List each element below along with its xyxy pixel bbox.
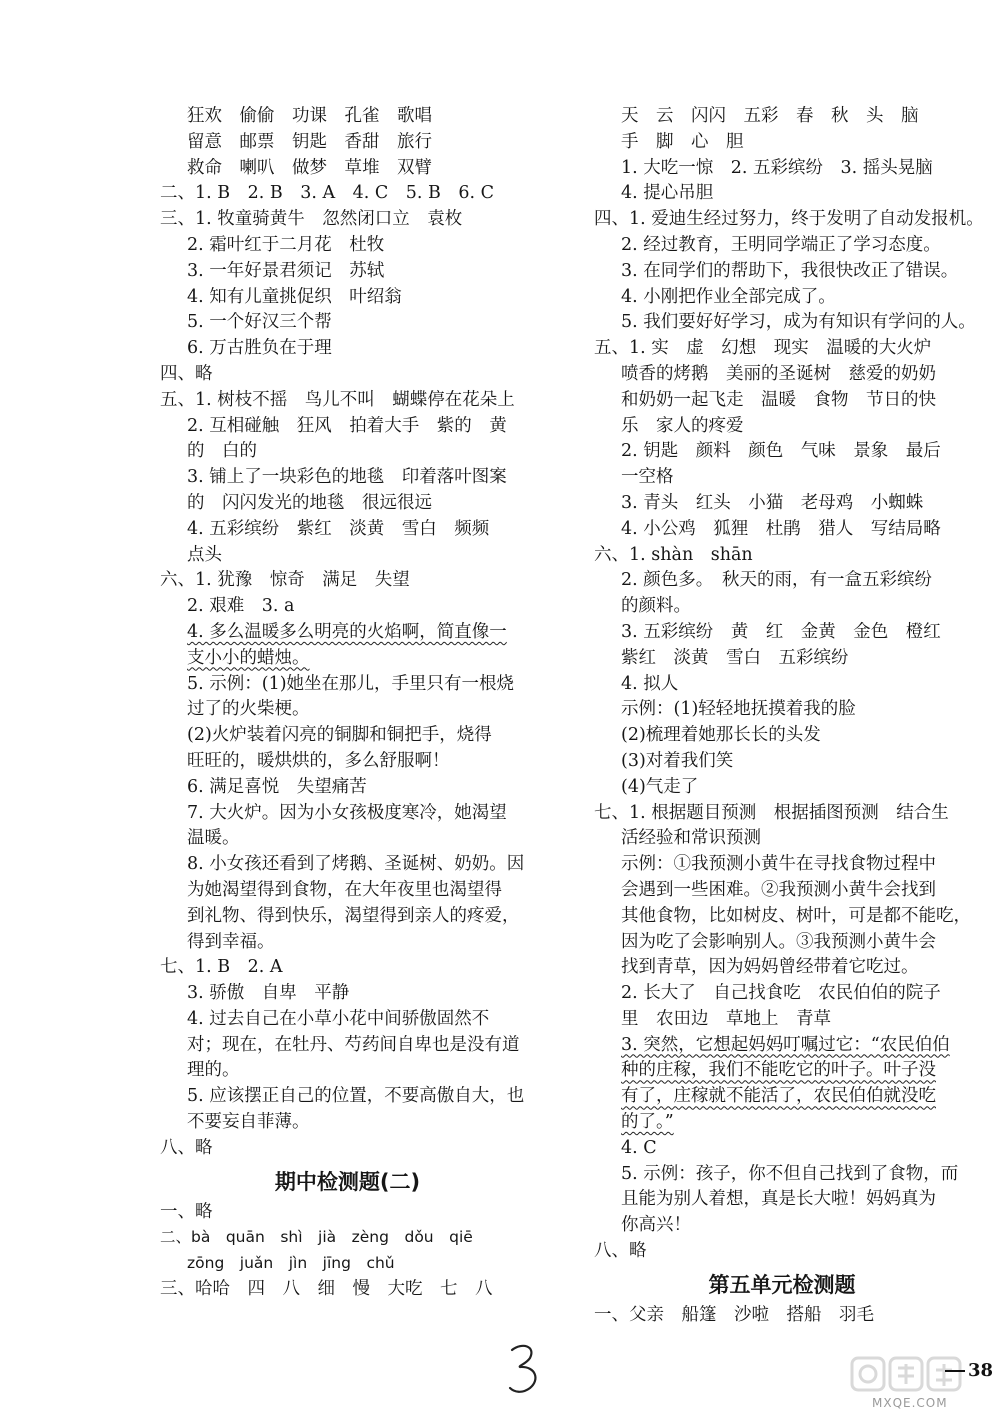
answer-line (594, 749, 970, 775)
answer-text: 7. 大火炉。因为小女孩极度寒冷，她渴望 (187, 802, 507, 823)
answer-text: 天 云 闪闪 五彩 春 秋 头 脑 (621, 106, 919, 126)
answer-text: 2. 霜叶红于二月花 杜牧 (187, 234, 385, 255)
answer-text: 2. 经过教育，王明同学端正了学习态度。 (621, 234, 941, 255)
answer-line (594, 1239, 970, 1265)
answer-text: (2)火炉装着闪亮的铜脚和铜把手，烧得 (187, 725, 492, 746)
answer-text: 和奶奶一起飞走 温暖 食物 节日的快 (621, 389, 936, 410)
answer-text: 八、略 (160, 1137, 213, 1158)
answer-text: 2. 艰难 3. a (187, 596, 295, 617)
answer-line (160, 310, 535, 336)
answer-text: 狂欢 偷偷 功课 孔雀 歌唱 (187, 106, 432, 126)
answer-text: 2. 钥匙 颜料 颜色 气味 景象 最后 (621, 441, 941, 462)
answer-text: 不要妄自菲薄。 (187, 1112, 310, 1133)
answer-text: 为她渴望得到食物，在大年夜里也渴望得 (187, 879, 502, 900)
answer-line (594, 672, 970, 698)
answer-line (594, 955, 970, 981)
answer-text: 理的。 (187, 1060, 240, 1081)
answer-line (160, 1251, 535, 1277)
answer-line (594, 620, 970, 646)
section-heading: 期中检测题(二) (274, 1169, 421, 1194)
answer-text: 手 脚 心 胆 (621, 131, 744, 152)
answer-text: 3. 青头 红头 小猫 老母鸡 小蜘蛛 (621, 492, 924, 513)
answer-line (594, 1136, 970, 1162)
answer-line (594, 646, 970, 672)
answer-line (160, 181, 535, 207)
answer-line (160, 362, 535, 388)
answer-text: 六、1. 犹豫 惊奇 满足 失望 (160, 570, 410, 591)
answer-text: 5. 示例：(1)她坐在那儿，手里只有一根烧 (187, 673, 515, 694)
answer-line (160, 388, 535, 414)
answer-text: 3. 骄傲 自卑 平静 (187, 983, 350, 1004)
answer-line (160, 259, 535, 285)
page-number-dash (945, 1370, 965, 1372)
answer-text: 5. 一个好汉三个帮 (187, 312, 332, 333)
answer-line (594, 439, 970, 465)
answer-text: 找到青草，因为妈妈曾经带着它吃过。 (621, 957, 919, 978)
answer-text: 一空格 (621, 467, 674, 488)
answer-line (594, 104, 970, 130)
answer-text: 七、1. 根据题目预测 根据插图预测 结合生 (594, 802, 949, 823)
answer-text: 2. 颜色多。 秋天的雨，有一盒五彩缤纷 (621, 570, 933, 591)
answer-text: 的 闪闪发光的地毯 很远很远 (187, 492, 432, 513)
answer-line (160, 465, 535, 491)
answer-text: 4. 小刚把作业全部完成了。 (621, 286, 836, 307)
answer-line (160, 852, 535, 878)
answer-text: 3. 突然，它想起妈妈叮嘱过它：“农民伯伯 (621, 1034, 950, 1055)
answer-line (594, 723, 970, 749)
answer-line (594, 1213, 970, 1239)
answer-line (594, 130, 970, 156)
answer-line (160, 517, 535, 543)
answer-line (594, 775, 970, 801)
answer-line (160, 1136, 535, 1162)
answer-line (594, 1058, 970, 1084)
answer-line (594, 1033, 970, 1059)
answer-line (160, 207, 535, 233)
answer-text: 活经验和常识预测 (621, 828, 761, 849)
answer-line (160, 955, 535, 981)
answer-line (160, 723, 535, 749)
answer-line (160, 930, 535, 956)
answer-line (160, 568, 535, 594)
answer-line (594, 878, 970, 904)
answer-text: 救命 喇叭 做梦 草堆 双臂 (187, 157, 432, 178)
section-heading: 第五单元检测题 (708, 1272, 856, 1297)
answer-line (160, 981, 535, 1007)
answer-text: 过了的火柴梗。 (187, 699, 310, 720)
answer-text: 5. 我们要好好学习，成为有知识有学问的人。 (621, 312, 976, 333)
answer-line (594, 336, 970, 362)
answer-line (160, 878, 535, 904)
answer-text: 且能为别人着想，真是长大啦！妈妈真为 (621, 1189, 936, 1210)
answer-line (594, 852, 970, 878)
answer-line (594, 801, 970, 827)
answer-text: 留意 邮票 钥匙 香甜 旅行 (187, 131, 432, 152)
answer-line (594, 930, 970, 956)
answer-line (160, 672, 535, 698)
answer-line (160, 491, 535, 517)
answer-text: (4)气走了 (621, 776, 699, 797)
answer-line (594, 594, 970, 620)
answer-text: 里 农田边 草地上 青草 (621, 1008, 831, 1029)
answer-line (160, 285, 535, 311)
answer-line (160, 749, 535, 775)
answer-line (594, 568, 970, 594)
answer-line (594, 181, 970, 207)
answer-line (594, 981, 970, 1007)
answer-text: 二、bà quān shì jià zèng dǒu qiē (160, 1228, 473, 1247)
answer-line (594, 491, 970, 517)
answer-line (594, 259, 970, 285)
answer-line (160, 1110, 535, 1136)
answer-text: 的 白的 (187, 441, 257, 462)
answer-text: 旺旺的，暖烘烘的，多么舒服啊！ (187, 750, 450, 771)
answer-line (160, 414, 535, 440)
answer-text: 四、1. 爱迪生经过努力，终于发明了自动发报机。 (594, 209, 984, 230)
answer-text: 种的庄稼，我们不能吃它的叶子。叶子没 (621, 1060, 936, 1081)
answer-text: 3. 五彩缤纷 黄 红 金黄 金色 橙红 (621, 621, 941, 642)
answer-text: 3. 在同学们的帮助下，我很快改正了错误。 (621, 260, 959, 281)
page-number: 38 (968, 1360, 994, 1381)
answer-line (160, 1225, 535, 1251)
answer-text: 4. C (621, 1137, 657, 1158)
answer-text: 到礼物、得到快乐，渴望得到亲人的疼爱， (187, 905, 520, 926)
answer-text: 2. 互相碰触 狂风 拍着大手 紫的 黄 (187, 415, 507, 436)
answer-line (594, 1162, 970, 1188)
answer-line (594, 285, 970, 311)
answer-text: 4. 多么温暖多么明亮的火焰啊，简直像一 (187, 621, 507, 642)
answer-line (594, 826, 970, 852)
left-answer-column (160, 104, 535, 1303)
answer-text: 一、父亲 船篷 沙啦 搭船 羽毛 (594, 1304, 874, 1325)
answer-text: 5. 示例：孩子，你不但自己找到了食物，而 (621, 1163, 959, 1184)
answer-line (160, 594, 535, 620)
answer-text: 七、1. B 2. A (160, 957, 283, 978)
answer-text: 的颜料。 (621, 596, 691, 617)
answer-line (160, 104, 535, 130)
answer-text: 8. 小女孩还看到了烤鹅、圣诞树、奶奶。因 (187, 854, 525, 875)
answer-text: 八、略 (594, 1241, 647, 1262)
answer-line (160, 826, 535, 852)
answer-line (594, 362, 970, 388)
answer-text: 得到幸福。 (187, 931, 275, 952)
answer-line (160, 1200, 535, 1226)
answer-text: 2. 长大了 自己找食吃 农民伯伯的院子 (621, 983, 941, 1004)
answer-line (594, 1007, 970, 1033)
answer-line (160, 775, 535, 801)
answer-text: 二、1. B 2. B 3. A 4. C 5. B 6. C (160, 183, 495, 204)
answer-line (594, 1084, 970, 1110)
answer-text: 4. 拟人 (621, 673, 679, 694)
answer-text: 支小小的蜡烛。 (187, 647, 310, 668)
answer-line (594, 543, 970, 569)
right-answer-column (594, 104, 984, 1329)
answer-line (160, 1058, 535, 1084)
answer-line (594, 388, 970, 414)
answer-text: 乐 家人的疼爱 (621, 415, 744, 436)
answer-text: 一、略 (160, 1201, 213, 1222)
answer-line (594, 1110, 970, 1136)
answer-line (160, 233, 535, 259)
answer-text: 4. 五彩缤纷 紫红 淡黄 雪白 频频 (187, 518, 490, 539)
answer-line (160, 336, 535, 362)
watermark-text: MXQE.COM (872, 1396, 948, 1410)
answer-line (160, 130, 535, 156)
answer-text: 示例：①我预测小黄牛在寻找食物过程中 (621, 854, 936, 875)
answer-text: 6. 万古胜负在于理 (187, 338, 332, 359)
answer-text: 6. 满足喜悦 失望痛苦 (187, 776, 367, 797)
answer-line (160, 1277, 535, 1303)
answer-text: 你高兴！ (621, 1215, 691, 1236)
answer-text: 因为吃了会影响别人。③我预测小黄牛会 (621, 931, 936, 952)
answer-text: 对；现在，在牡丹、芍药间自卑也是没有道 (187, 1034, 520, 1055)
answer-text: zōng juǎn jìn jīng chǔ (187, 1254, 395, 1273)
answer-text: 示例：(1)轻轻地抚摸着我的脸 (621, 699, 856, 720)
answer-line (594, 310, 976, 336)
answer-line (160, 156, 535, 182)
answer-line (594, 1187, 970, 1213)
answer-text: 温暖。 (187, 828, 240, 849)
answer-text: 4. 提心吊胆 (621, 183, 714, 204)
answer-line (160, 904, 535, 930)
answer-line (594, 414, 970, 440)
answer-line (160, 439, 535, 465)
answer-line (160, 646, 535, 672)
answer-text: 喷香的烤鹅 美丽的圣诞树 慈爱的奶奶 (621, 363, 936, 384)
answer-text: 其他食物，比如树皮、树叶，可是都不能吃， (621, 905, 971, 926)
answer-text: 三、哈哈 四 八 细 慢 大吃 七 八 (160, 1279, 493, 1300)
answer-line (160, 801, 535, 827)
answer-text: 五、1. 树枝不摇 鸟儿不叫 蝴蝶停在花朵上 (160, 389, 515, 410)
answer-text: 4. 过去自己在小草小花中间骄傲固然不 (187, 1008, 490, 1029)
answer-line (160, 543, 535, 569)
answer-text: 4. 小公鸡 狐狸 杜鹃 猎人 写结局略 (621, 518, 941, 539)
answer-line (160, 620, 535, 646)
answer-line (594, 1303, 970, 1329)
answer-text: 3. 铺上了一块彩色的地毯 印着落叶图案 (187, 467, 507, 488)
answer-text: 五、1. 实 虚 幻想 现实 温暖的大火炉 (594, 338, 932, 359)
answer-line (594, 697, 970, 723)
answer-line (594, 207, 984, 233)
answer-line (594, 156, 970, 182)
answer-text: 会遇到一些困难。②我预测小黄牛会找到 (621, 879, 936, 900)
answer-line (160, 1084, 535, 1110)
answer-text: 1. 大吃一惊 2. 五彩缤纷 3. 摇头晃脑 (621, 157, 933, 178)
answer-line (594, 465, 970, 491)
answer-line (594, 904, 970, 930)
answer-text: 紫红 淡黄 雪白 五彩缤纷 (621, 647, 849, 668)
answer-line (594, 517, 970, 543)
answer-text: (3)对着我们笑 (621, 750, 734, 771)
answer-text: 四、略 (160, 363, 213, 384)
answer-line (160, 1007, 535, 1033)
answer-text: 5. 应该摆正自己的位置，不要高傲自大，也 (187, 1086, 525, 1107)
answer-text: 六、1. shàn shān (594, 544, 753, 565)
answer-text: 三、1. 牧童骑黄牛 忽然闭口立 袁枚 (160, 209, 463, 230)
answer-line (594, 233, 970, 259)
answer-text: 3. 一年好景君须记 苏轼 (187, 260, 385, 281)
answer-text: 有了，庄稼就不能活了，农民伯伯就没吃 (621, 1086, 936, 1107)
answer-text: (2)梳理着她那长长的头发 (621, 725, 821, 746)
answer-line (160, 1033, 535, 1059)
answer-line (160, 697, 535, 723)
answer-text: 点头 (187, 544, 222, 565)
answer-text: 的了。” (621, 1112, 674, 1133)
handwritten-page-mark (506, 1342, 546, 1398)
answer-text: 4. 知有儿童挑促织 叶绍翁 (187, 286, 402, 307)
